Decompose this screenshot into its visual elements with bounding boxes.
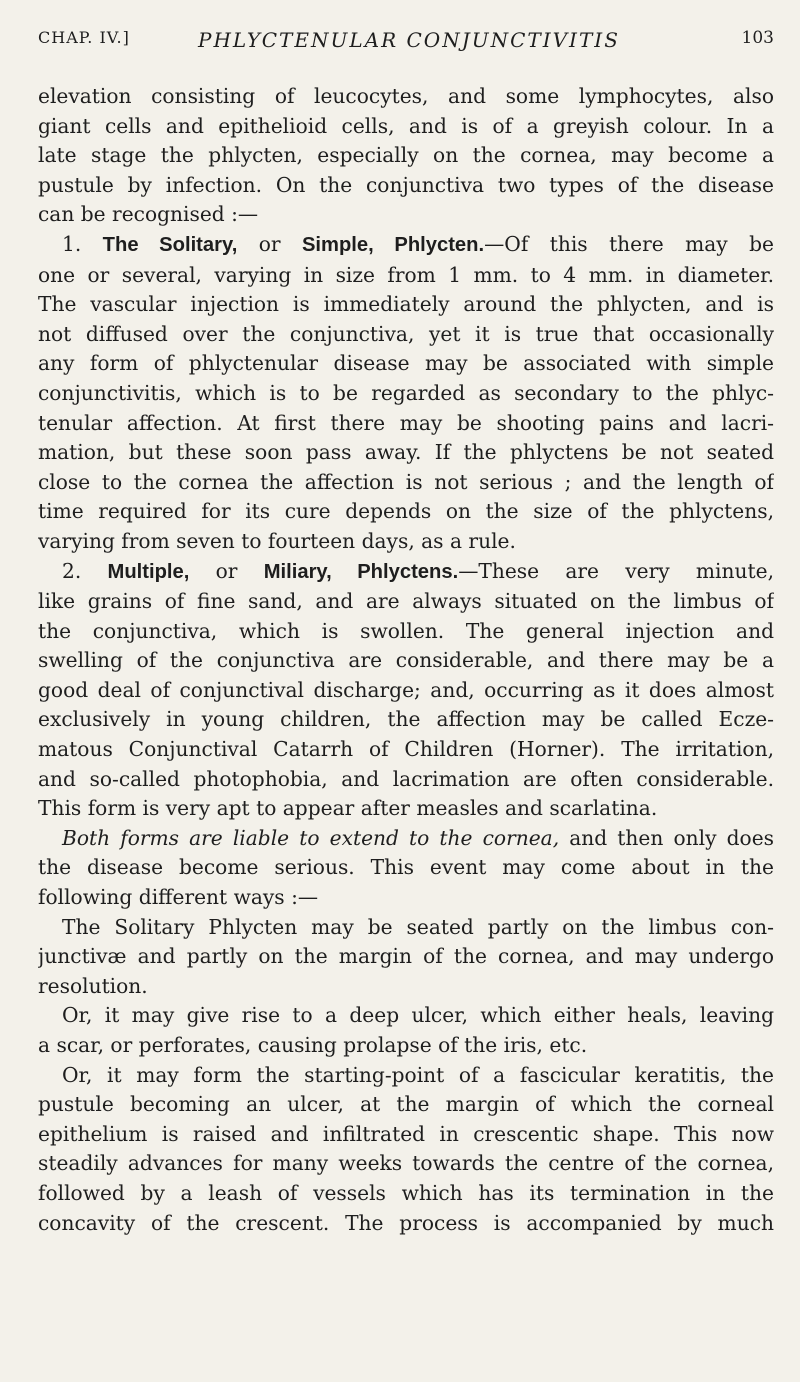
text-run: time required for its cure depends on the size of the phlyctens,: [38, 499, 774, 524]
text-run: like grains of fine sand, and are always situated on the limbus of: [38, 589, 774, 614]
text-line: [38, 794, 774, 824]
text-run: pustule by infection. On the conjunctiva two types of the disease: [38, 172, 774, 197]
text-line: [38, 409, 774, 439]
text-line: [38, 676, 774, 706]
text-run: resolution.: [38, 973, 148, 998]
page-number: 103: [741, 28, 774, 48]
text-line: [38, 913, 774, 943]
text-run: the disease become serious. This event may come about in the: [38, 855, 774, 880]
text-line: [38, 557, 774, 588]
text-run: close to the cornea the affection is not serious ; and the length of: [38, 469, 774, 494]
text-run: can be recognised :—: [38, 202, 259, 227]
text-line: [38, 972, 774, 1002]
text-line: [38, 200, 774, 230]
text-run: following different ways :—: [38, 885, 319, 910]
text-run: concavity of the crescent. The process is accompanied by much: [38, 1210, 774, 1235]
text-run: —Of this there may be: [484, 231, 774, 256]
text-line: [38, 349, 774, 379]
text-line: [38, 468, 774, 498]
text-run: one or several, varying in size from 1 mm. to 4 mm. in diameter.: [38, 262, 774, 287]
text-line: [38, 765, 774, 795]
text-line: [38, 141, 774, 171]
section-heading: Multiple,: [107, 560, 190, 583]
text-run: followed by a leash of vessels which has its termination in the: [38, 1180, 774, 1205]
text-line: [38, 320, 774, 350]
text-line: [38, 1120, 774, 1150]
text-run: The Solitary Phlycten may be seated partly on the limbus con-: [62, 914, 774, 939]
text-run: the conjunctiva, which is swollen. The general injection and: [38, 618, 774, 643]
text-line: [38, 1090, 774, 1120]
text-run: conjunctivitis, which is to be regarded as secondary to the phlyc-: [38, 380, 774, 405]
text-line: [38, 705, 774, 735]
text-run: matous Conjunctival Catarrh of Children (Horner). The irritation,: [38, 737, 774, 762]
text-line: [38, 1031, 774, 1061]
text-run: mation, but these soon pass away. If the phlyctens be not seated: [38, 440, 774, 465]
text-run: exclusively in young children, the affection may be called Ecze-: [38, 707, 774, 732]
text-run: swelling of the conjunctiva are considerable, and there may be a: [38, 648, 774, 673]
text-line: [38, 438, 774, 468]
section-heading: Miliary, Phlyctens.: [263, 560, 459, 583]
text-run: or: [237, 231, 302, 256]
text-run: Or, it may form the starting-point of a fascicular keratitis, the: [62, 1062, 774, 1087]
text-run: This form is very apt to appear after measles and scarlatina.: [38, 796, 658, 821]
text-run: steadily advances for many weeks towards the centre of the cornea,: [38, 1151, 774, 1176]
text-line: [38, 617, 774, 647]
section-heading: The Solitary,: [102, 233, 238, 256]
text-line: [38, 1001, 774, 1031]
text-line: [38, 735, 774, 765]
text-run: and then only does: [559, 825, 774, 850]
text-line: [38, 587, 774, 617]
text-line: [38, 112, 774, 142]
text-run: pustule becoming an ulcer, at the margin of which the corneal: [38, 1092, 774, 1117]
text-run: not diffused over the conjunctiva, yet it is true that occasionally: [38, 321, 774, 346]
text-run: good deal of conjunctival discharge; and, occurring as it does almost: [38, 677, 774, 702]
text-line: [38, 1149, 774, 1179]
section-heading: Simple, Phlycten.: [301, 233, 485, 256]
text-run: epithelium is raised and infiltrated in crescentic shape. This now: [38, 1121, 774, 1146]
running-header: [38, 28, 774, 58]
text-run: junctivæ and partly on the margin of the cornea, and may undergo: [38, 944, 774, 969]
text-run: or: [189, 558, 264, 583]
text-line: [38, 1179, 774, 1209]
text-line: [38, 853, 774, 883]
text-line: [38, 824, 774, 854]
text-run: Or, it may give rise to a deep ulcer, which either heals, leaving: [62, 1003, 774, 1028]
text-line: [38, 82, 774, 112]
text-line: [38, 379, 774, 409]
text-run: 2.: [62, 558, 108, 583]
text-run: varying from seven to fourteen days, as a rule.: [38, 528, 516, 553]
text-run: elevation consisting of leucocytes, and some lymphocytes, also: [38, 84, 774, 108]
text-line: [38, 527, 774, 557]
text-line: [38, 942, 774, 972]
text-run: 1.: [62, 231, 103, 256]
text-run: a scar, or perforates, causing prolapse of the iris, etc.: [38, 1033, 588, 1057]
text-line: [38, 261, 774, 291]
text-run: tenular affection. At first there may be shooting pains and lacri-: [38, 410, 774, 435]
text-run: late stage the phlycten, especially on the cornea, may become a: [38, 143, 774, 168]
text-line: [38, 290, 774, 320]
text-line: [38, 883, 774, 913]
text-line: [38, 497, 774, 527]
text-line: [38, 646, 774, 676]
text-run: The vascular injection is immediately around the phlycten, and is: [38, 292, 774, 317]
body-text: [38, 82, 774, 1238]
text-line: [38, 1061, 774, 1091]
text-run: giant cells and epithelioid cells, and is of a greyish colour. In a: [38, 113, 774, 138]
italic-text: Both forms are liable to extend to the cornea,: [62, 825, 560, 850]
text-line: [38, 230, 774, 261]
running-title: PHLYCTENULAR CONJUNCTIVITIS: [198, 28, 620, 52]
chapter-label: CHAP. IV.]: [38, 28, 130, 47]
text-run: —These are very minute,: [458, 558, 774, 583]
text-run: any form of phlyctenular disease may be associated with simple: [38, 351, 774, 376]
text-run: and so-called photophobia, and lacrimation are often considerable.: [38, 766, 774, 791]
text-line: [38, 171, 774, 201]
text-line: [38, 1209, 774, 1239]
